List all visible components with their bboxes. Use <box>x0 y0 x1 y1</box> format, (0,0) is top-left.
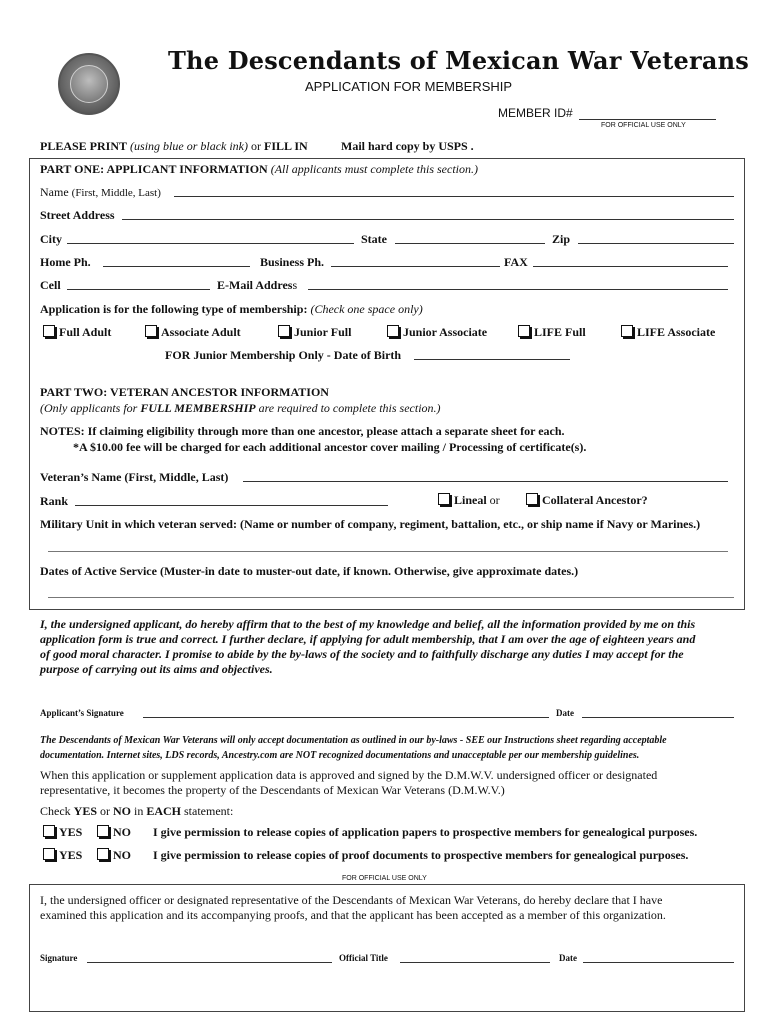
permission-1-no-checkbox[interactable] <box>97 825 131 840</box>
checkbox-associate-adult[interactable] <box>145 325 241 340</box>
dates-service-field[interactable] <box>48 597 734 598</box>
membership-type-label <box>40 302 423 317</box>
permission-1-text: I give permission to release copies of application papers to prospective members for genealogical purposes. <box>153 825 698 839</box>
checkbox-icon <box>43 848 55 860</box>
check-or: or <box>100 804 110 818</box>
checkbox-icon <box>97 825 109 837</box>
name-field[interactable] <box>174 196 734 197</box>
checkbox-icon <box>43 825 55 837</box>
cell-field[interactable] <box>67 289 210 290</box>
checkbox-icon <box>387 325 399 337</box>
part-two-note-bold: FULL MEMBERSHIP <box>140 401 256 415</box>
lineal-label: Lineal <box>454 493 487 507</box>
cell-label: Cell <box>40 278 61 292</box>
home-phone-label: Home Ph. <box>40 255 91 269</box>
check-yes: YES <box>73 804 97 818</box>
or-text: or <box>251 139 262 153</box>
official-declaration-line-1: I, the undersigned officer or designated representative of the Descendants of Mexican War Veterans, do hereby declare that I have <box>40 893 663 907</box>
checkbox-junior-full[interactable] <box>278 325 351 340</box>
checkbox-icon <box>145 325 157 337</box>
check-each: EACH <box>146 804 182 818</box>
military-unit-field[interactable] <box>48 551 728 552</box>
collateral-label: Collateral Ancestor? <box>542 493 648 507</box>
official-use-label: FOR OFFICIAL USE ONLY <box>342 875 427 882</box>
checkbox-icon <box>278 325 290 337</box>
affirmation-line-4: purpose of carrying out its aims and objectives. <box>40 662 273 676</box>
part-one-heading <box>40 162 478 177</box>
checkbox-icon <box>621 325 633 337</box>
checkbox-collateral[interactable] <box>526 493 648 508</box>
check-statement <box>40 804 233 819</box>
permission-2-yes-checkbox[interactable] <box>43 848 82 863</box>
society-seal-logo <box>58 53 120 115</box>
notes-line-2: *A $10.00 fee will be charged for each additional ancestor cover mailing / Processing of certificate(s). <box>73 440 587 454</box>
checkbox-full-adult[interactable] <box>43 325 111 340</box>
applicant-date-label: Date <box>556 708 574 718</box>
rank-label: Rank <box>40 494 69 508</box>
no-label: NO <box>113 848 131 862</box>
official-title-label: Official Title <box>339 953 388 963</box>
junior-dob-field[interactable] <box>414 359 570 360</box>
checkbox-lineal[interactable] <box>438 493 500 508</box>
member-id-label: MEMBER ID# <box>498 106 573 120</box>
permission-2-text: I give permission to release copies of proof documents to prospective members for genealogical purposes. <box>153 848 689 862</box>
or-text: or <box>489 493 500 507</box>
name-hint: (First, Middle, Last) <box>71 187 161 199</box>
option-label: LIFE Associate <box>637 325 716 339</box>
junior-dob-label: FOR Junior Membership Only - Date of Birth <box>165 348 402 362</box>
approval-line-2: representative, it becomes the property of the Descendants of Mexican War Veterans (D.M.W.V.) <box>40 783 505 797</box>
checkbox-icon <box>438 493 450 505</box>
fax-field[interactable] <box>533 266 728 267</box>
official-signature-label: Signature <box>40 953 78 963</box>
checkbox-life-full[interactable] <box>518 325 586 340</box>
part-two-heading: PART TWO: VETERAN ANCESTOR INFORMATION <box>40 385 329 399</box>
applicant-signature-label: Applicant’s Signature <box>40 708 124 718</box>
checkbox-icon <box>97 848 109 860</box>
email-label-main: E-Mail Addres <box>217 278 293 292</box>
checkbox-life-associate[interactable] <box>621 325 715 340</box>
check-pre: Check <box>40 804 71 818</box>
checkbox-icon <box>526 493 538 505</box>
option-label: Associate Adult <box>161 325 241 339</box>
part-one-title: PART ONE: APPLICANT INFORMATION <box>40 162 268 176</box>
applicant-date-field[interactable] <box>582 717 734 718</box>
affirmation-line-3: of good moral character. I promise to abide by the by-laws of the society and to faithfully discharge any duties I may accept for the <box>40 647 684 661</box>
official-declaration-line-2: examined this application and its accompanying proofs, and that the applicant has been accepted as a member of this organization. <box>40 908 666 922</box>
documentation-line-1: The Descendants of Mexican War Veterans will only accept documentation as outlined in our by-laws - SEE our Instructions sheet regarding acceptable <box>40 735 667 746</box>
option-label: Full Adult <box>59 325 112 339</box>
checkbox-icon <box>43 325 55 337</box>
permission-2-no-checkbox[interactable] <box>97 848 131 863</box>
approval-line-1: When this application or supplement application data is approved and signed by the D.M.W.V. undersigned officer or designated <box>40 768 658 782</box>
part-two-note <box>40 401 441 416</box>
affirmation-line-1: I, the undersigned applicant, do hereby affirm that to the best of my knowledge and belief, all the information provided by me on this <box>40 617 696 631</box>
applicant-signature-field[interactable] <box>143 717 549 718</box>
option-label: Junior Associate <box>403 325 488 339</box>
business-phone-label: Business Ph. <box>260 255 325 269</box>
membership-type-text: Application is for the following type of membership: <box>40 302 308 316</box>
name-label <box>40 185 161 200</box>
check-in: in <box>134 804 144 818</box>
option-label: Junior Full <box>294 325 352 339</box>
check-no: NO <box>113 804 131 818</box>
affirmation-line-2: application form is true and correct. I further declare, if applying for adult membership, that I am over the age of eighteen years and <box>40 632 696 646</box>
fax-label: FAX <box>504 255 528 269</box>
print-instructions <box>40 139 308 154</box>
veteran-name-field[interactable] <box>243 481 728 482</box>
yes-label: YES <box>59 848 83 862</box>
military-unit-label: Military Unit in which veteran served: (Name or number of company, regiment, battalion, etc., or ship name if Navy or Marines.) <box>40 517 701 531</box>
official-signature-field[interactable] <box>87 962 332 963</box>
name-label-text: Name <box>40 185 69 199</box>
rank-field[interactable] <box>75 505 388 506</box>
home-phone-field[interactable] <box>103 266 250 267</box>
email-label <box>217 278 297 293</box>
veteran-name-label: Veteran’s Name (First, Middle, Last) <box>40 470 229 484</box>
membership-type-note: (Check one space only) <box>310 302 423 316</box>
business-phone-field[interactable] <box>331 266 500 267</box>
zip-label: Zip <box>552 232 571 246</box>
checkbox-icon <box>518 325 530 337</box>
documentation-line-2: documentation. Internet sites, LDS records, Ancestry.com are NOT recognized documentations and unacceptable per our membership guidelines. <box>40 750 640 761</box>
official-date-field[interactable] <box>583 962 734 963</box>
please-print-text: PLEASE PRINT <box>40 139 128 153</box>
form-subtitle: APPLICATION FOR MEMBERSHIP <box>305 79 513 94</box>
part-one-note: (All applicants must complete this section.) <box>270 162 479 176</box>
ink-note: (using blue or black ink) <box>130 139 249 153</box>
official-date-label: Date <box>559 953 577 963</box>
street-address-label: Street Address <box>40 208 115 222</box>
part-two-note-pre: (Only applicants for <box>40 401 138 415</box>
option-label: LIFE Full <box>534 325 586 339</box>
mail-note: Mail hard copy by USPS . <box>341 139 474 153</box>
applicant-section-box <box>29 158 745 610</box>
notes-line-1: NOTES: If claiming eligibility through more than one ancestor, please attach a separate sheet for each. <box>40 424 565 438</box>
page-title: The Descendants of Mexican War Veterans <box>168 46 749 75</box>
street-address-field[interactable] <box>122 219 734 220</box>
member-id-field[interactable] <box>579 119 716 120</box>
dates-service-label: Dates of Active Service (Muster-in date to muster-out date, if known. Otherwise, give approximate dates.) <box>40 564 579 578</box>
email-label-tail: s <box>292 278 298 292</box>
no-label: NO <box>113 825 131 839</box>
zip-field[interactable] <box>578 243 734 244</box>
part-two-note-post: are required to complete this section.) <box>258 401 441 415</box>
email-field[interactable] <box>308 289 728 290</box>
check-post: statement: <box>184 804 234 818</box>
state-field[interactable] <box>395 243 545 244</box>
permission-1-yes-checkbox[interactable] <box>43 825 82 840</box>
official-use-note: FOR OFFICIAL USE ONLY <box>601 122 686 129</box>
official-title-field[interactable] <box>400 962 550 963</box>
fill-in-text: FILL IN <box>264 139 308 153</box>
city-field[interactable] <box>67 243 354 244</box>
state-label: State <box>361 232 387 246</box>
yes-label: YES <box>59 825 83 839</box>
checkbox-junior-associate[interactable] <box>387 325 487 340</box>
city-label: City <box>40 232 62 246</box>
